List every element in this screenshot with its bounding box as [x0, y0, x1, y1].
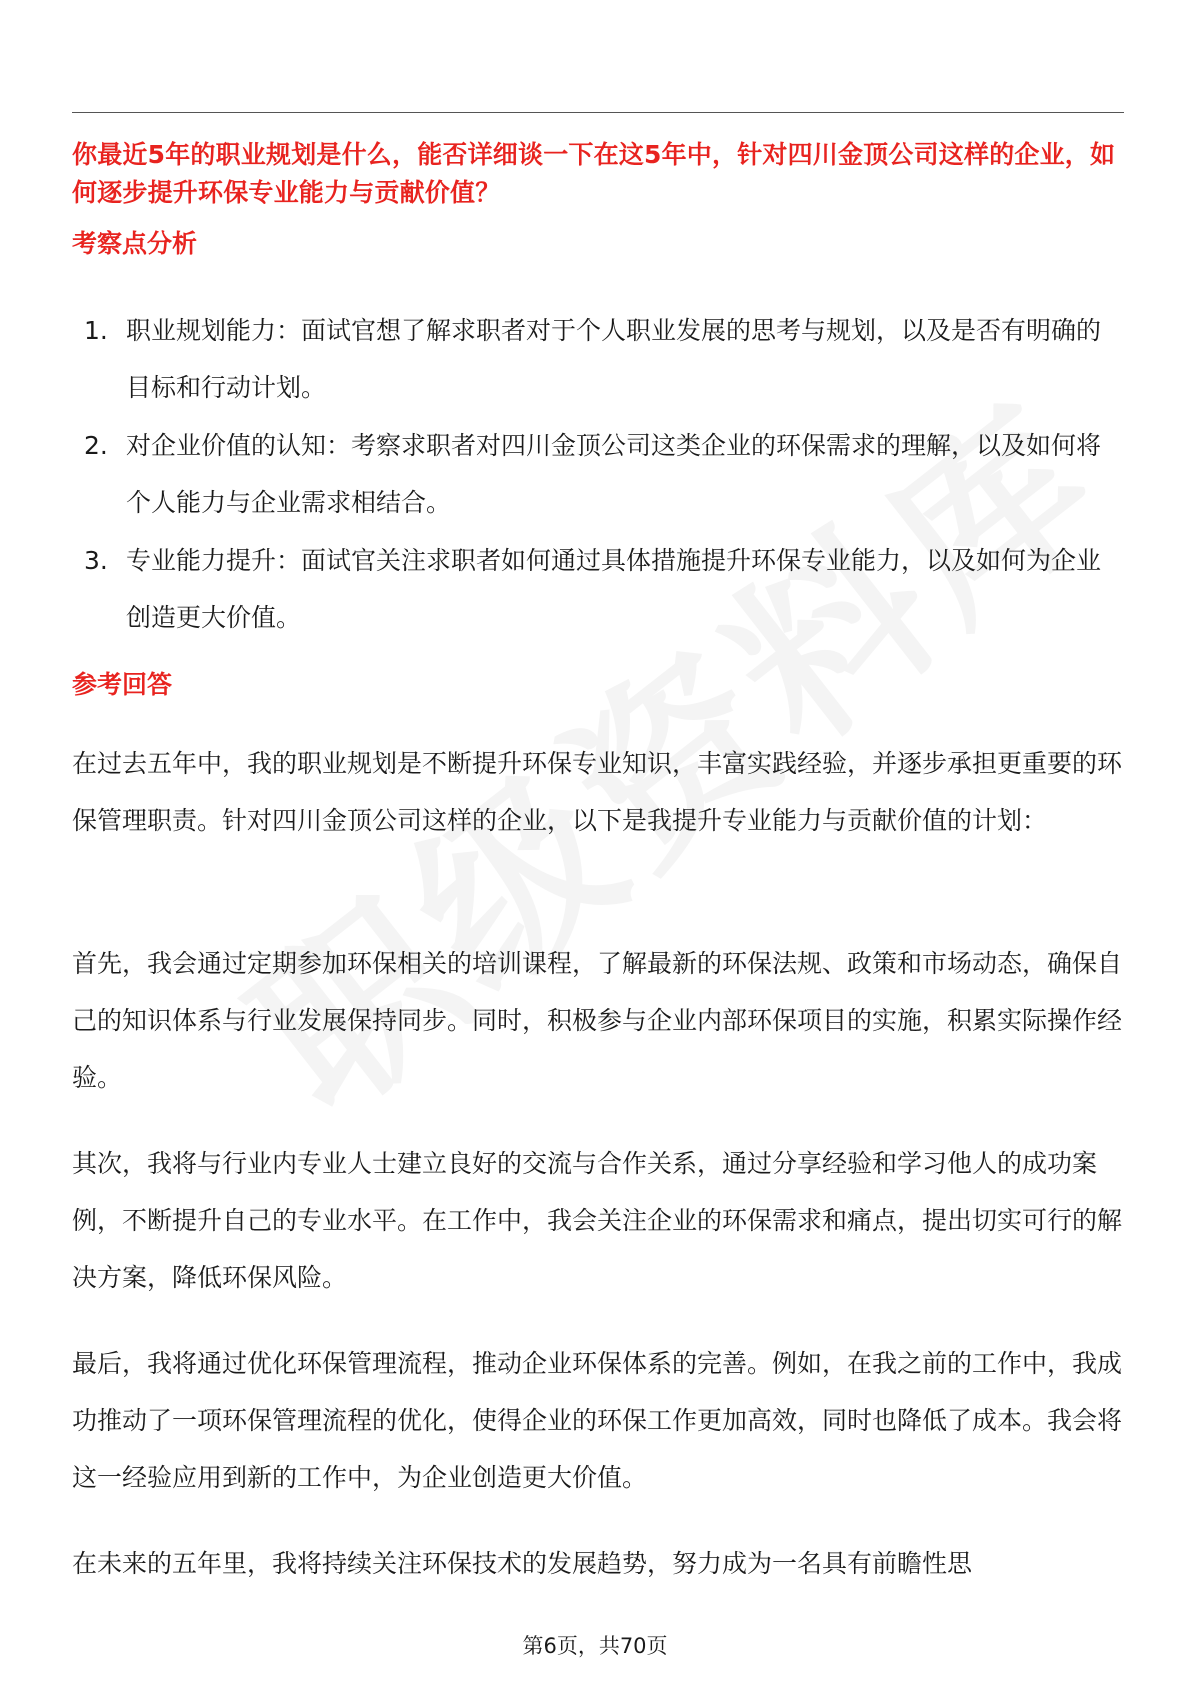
answer-paragraph: 首先，我会通过定期参加环保相关的培训课程，了解最新的环保法规、政策和市场动态，确保自己的知识体系与行业发展保持同步。同时，积极参与企业内部环保项目的实施，积累实际操作经验。	[72, 949, 1123, 1092]
list-item	[84, 302, 1124, 416]
analysis-points-list	[84, 302, 1124, 646]
top-divider	[72, 112, 1124, 113]
list-item	[84, 532, 1124, 646]
answer-paragraph: 其次，我将与行业内专业人士建立良好的交流与合作关系，通过分享经验和学习他人的成功案例，不断提升自己的专业水平。在工作中，我会关注企业的环保需求和痛点，提出切实可行的解决方案，降低环保风险。	[72, 1149, 1123, 1292]
list-item-number: 1.	[84, 316, 108, 345]
question-title: 你最近5年的职业规划是什么，能否详细谈一下在这5年中，针对四川金顶公司这样的企业，如何逐步提升环保专业能力与贡献价值？	[72, 140, 1116, 207]
answer-heading: 参考回答	[72, 670, 173, 699]
answer-paragraph: 在过去五年中，我的职业规划是不断提升环保专业知识，丰富实践经验，并逐步承担更重要的环保管理职责。针对四川金顶公司这样的企业，以下是我提升专业能力与贡献价值的计划：	[72, 749, 1123, 835]
list-item-text: 对企业价值的认知：考察求职者对四川金顶公司这类企业的环保需求的理解，以及如何将个人能力与企业需求相结合。	[126, 431, 1102, 517]
answer-paragraph: 最后，我将通过优化环保管理流程，推动企业环保体系的完善。例如，在我之前的工作中，我成功推动了一项环保管理流程的优化，使得企业的环保工作更加高效，同时也降低了成本。我会将这一经验应用到新的工作中，为企业创造更大价值。	[72, 1349, 1123, 1492]
analysis-heading: 考察点分析	[72, 229, 198, 258]
list-item-text: 职业规划能力：面试官想了解求职者对于个人职业发展的思考与规划，以及是否有明确的目标和行动计划。	[126, 316, 1102, 402]
answer-paragraph: 在未来的五年里，我将持续关注环保技术的发展趋势，努力成为一名具有前瞻性思	[72, 1549, 973, 1578]
list-item-number: 3.	[84, 546, 108, 575]
list-item-number: 2.	[84, 431, 108, 460]
list-item-text: 专业能力提升：面试官关注求职者如何通过具体措施提升环保专业能力，以及如何为企业创造更大价值。	[126, 546, 1102, 632]
list-item	[84, 417, 1124, 531]
page-number-footer: 第6页，共70页	[522, 1634, 668, 1658]
